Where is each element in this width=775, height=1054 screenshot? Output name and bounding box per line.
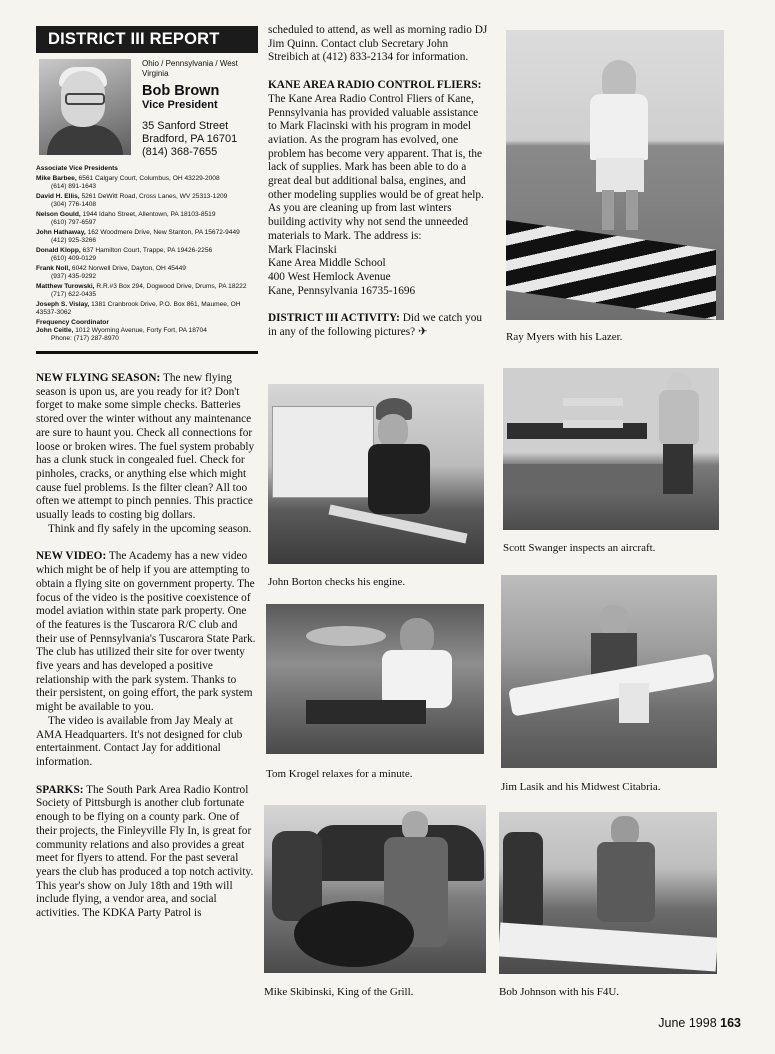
photo-scott-swanger [503,368,719,530]
article-body: scheduled to attend, as well as morning radio DJ Jim Quinn. Contact club Secretary John Streibich at (412) 833-2134 for information. [268,24,488,64]
associate-entry: Matthew Turowski, R.R.#3 Box 294, Dogwood Drive, Drums, PA 18222 (717) 622-0435 [36,283,247,298]
address-line: 35 Sanford Street [142,120,229,132]
article-body: Did we catch you in any of the following pictures? [268,312,483,339]
article-body: The Academy has a new video which might be of help if you are attempting to obtain a flying site on government property. The focus of the video is the positive coexistence of model aviation within state park property. One of the features is the Tuscarora R/C club and their use of Pennsylvania's Tuscarora State Park. The club has utilized their site for over twenty five years and has developed a positive relationship with the park system. Thanks to their persistent, on going effort, the park system might be available to you. [36,550,256,714]
article-kane-area [268,79,488,298]
article-heading: KANE AREA RADIO CONTROL FLIERS: [268,79,482,92]
photo-ray-myers [506,30,724,320]
issue-date: June 1998 [658,1016,717,1030]
vice-president-address [142,120,258,159]
article-body: The video is available from Jay Mealy at AMA Headquarters. It's not designed for club entertainment. Contact Jay for additional information. [36,714,243,768]
photo-caption: Scott Swanger inspects an aircraft. [503,542,656,554]
section-banner: DISTRICT III REPORT [36,26,258,53]
photo-caption: Jim Lasik and his Midwest Citabria. [501,781,661,793]
section-divider [36,351,258,354]
photo-john-borton [268,384,484,564]
vice-president-block [36,59,258,159]
mailing-address [268,244,488,299]
article-body: Think and fly safely in the upcoming season. [48,522,252,535]
photo-tom-krogel [266,604,484,754]
address-line: Kane Area Middle School [268,257,386,270]
associate-entry: Donald Klopp, 637 Hamilton Court, Trappe, PA 19426-2256 (610) 409-0129 [36,247,213,262]
photo-caption: Mike Skibinski, King of the Grill. [264,986,414,998]
address-line: Mark Flacinski [268,243,337,256]
associate-entry: Frank Noll, 6042 Norwell Drive, Dayton, OH 45449 (937) 435-9292 [36,265,186,280]
associate-entry: Mike Barbee, 6561 Calgary Court, Columbus, OH 43229-2008 (614) 891-1643 [36,175,220,190]
vice-president-photo [39,59,131,155]
page-footer [658,1016,741,1030]
vice-president-name: Bob Brown [142,83,220,99]
district-region: Ohio / Pennsylvania / West Virginia [142,59,238,78]
article-heading: NEW VIDEO: [36,550,107,563]
address-line: 400 West Hemlock Avenue [268,270,391,283]
article-heading: DISTRICT III ACTIVITY: [268,312,400,325]
article-heading: NEW FLYING SEASON: [36,372,161,384]
article-sparks [36,784,258,921]
associate-vp-heading: Associate Vice Presidents [36,165,118,172]
vice-president-info [142,59,258,159]
photo-caption: Ray Myers with his Lazer. [506,331,623,343]
page-number: 163 [720,1016,741,1030]
photo-jim-lasik [501,575,717,768]
frequency-coordinator-entry: John Ceitle, 1012 Wyoming Avenue, Forty Fort, PA 18704 Phone: (717) 287-8970 [36,327,207,342]
address-line: Bradford, PA 16701 [142,133,238,145]
frequency-coordinator-heading: Frequency Coordinator [36,319,109,326]
article-heading: SPARKS: [36,783,84,796]
article-sparks-continued [268,24,488,65]
left-column [36,26,258,921]
photo-caption: Bob Johnson with his F4U. [499,986,620,998]
associate-entry: John Hathaway, 162 Woodmere Drive, New Stanton, PA 15672-9449 (412) 925-3266 [36,229,240,244]
article-new-video [36,550,258,769]
associate-entry: David H. Ellis, 5261 DeWitt Road, Cross Lanes, WV 25313-1209 (304) 776-1408 [36,193,228,208]
article-district-activity [268,312,488,339]
article-body: The new flying season is upon us, are you ready for it? Don't forget to make some simple checks. Batteries stored over the winter without any maintenance are sure to haunt you. Check all connections for loose or broken wires. The fuel system probably has a clunk stuck in congealed fuel. Check for pinholes, cracks, or anything else which might cause fuel problems. Is the filter clean? All too often we attempt to pinch pennies. This practice usually leads to costing big dollars. [36,372,255,522]
photo-caption: Tom Krogel relaxes for a minute. [266,768,413,780]
vice-president-title: Vice President [142,99,218,111]
middle-column [268,24,488,340]
photo-caption: John Borton checks his engine. [268,576,406,588]
photo-bob-johnson [499,812,717,974]
phone-number: (814) 368-7655 [142,146,218,158]
associate-entry: Joseph S. Vislay, 1381 Cranbrook Drive, P.O. Box 861, Maumee, OH 43537-3062 [36,301,241,316]
photo-mike-skibinski [264,805,486,973]
address-line: Kane, Pennsylvania 16735-1696 [268,284,416,297]
associate-vp-list [36,165,258,343]
article-body: The South Park Area Radio Kontrol Society of Pittsburgh is another club fortunate enough to be flying on a county park. One of their projects, the Finleyville Fly In, is great for community relations and also provides a great meet for flyers to attend. For the past several years the club has produced a top notch activity. This year's show on July 18th and 19th will include flying, a vendor area, and social activities. The KDKA Party Patrol is [36,783,254,920]
article-body: The Kane Area Radio Control Fliers of Kane, Pennsylvania has provided valuable assistance to Mark Flacinski with his program in model aviation. As the program has evolved, one problem has become very apparent. That is, the lack of supplies. Mark has been able to do a great deal but additional balsa, engines, and other modeling supplies would be of great help. As you are cleaning up from last winters building activity why not send the unneeded materials to Mark. The address is: [268,92,484,242]
associate-entry: Nelson Gould, 1944 Idaho Street, Allentown, PA 18103-8519 (610) 797-6597 [36,211,216,226]
article-new-flying-season [36,372,258,536]
airplane-icon: ✈ [417,326,428,339]
